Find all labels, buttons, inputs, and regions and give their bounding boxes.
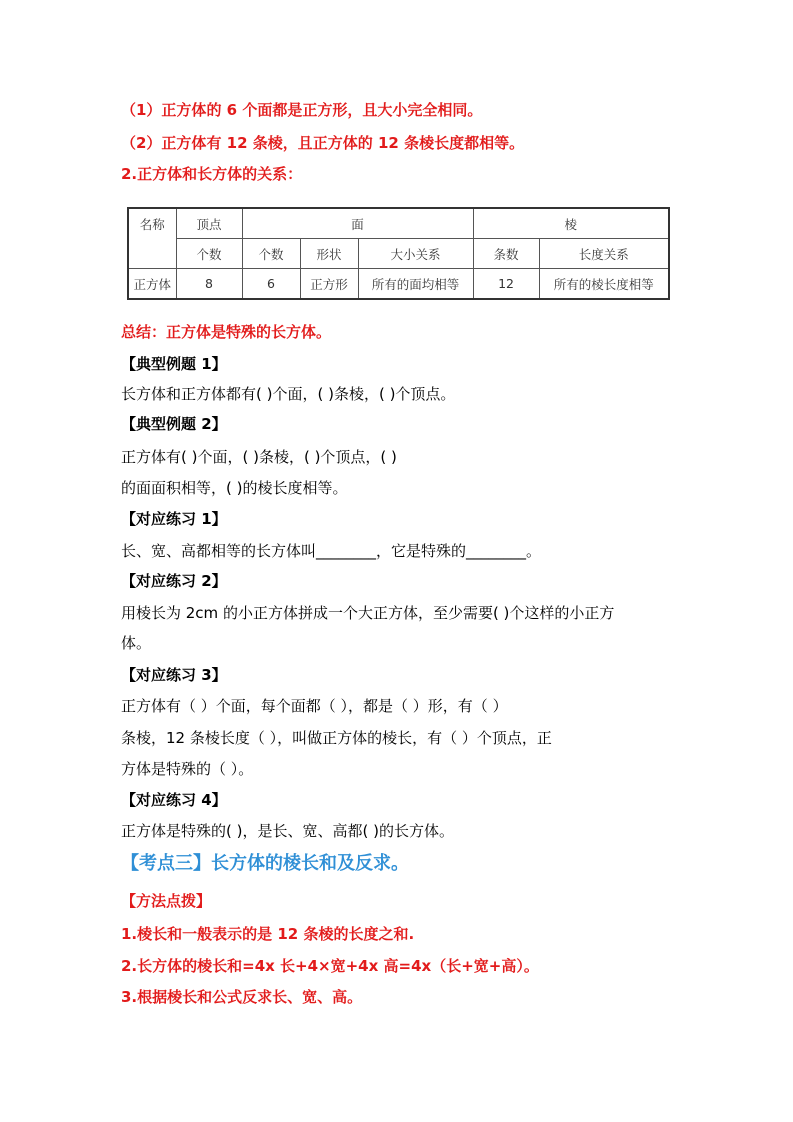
practice-1-title: 【对应练习 1】 (121, 510, 227, 528)
table-cell-edge-count: 12 (473, 269, 539, 300)
practice-4-body: 正方体是特殊的( )，是长、宽、高都( )的长方体。 (121, 822, 454, 840)
table-header-face: 面 (242, 208, 473, 239)
practice-3-body-line-3: 方体是特殊的（ ）。 (121, 760, 254, 778)
method-line-3: 3.根据棱长和公式反求长、宽、高。 (121, 988, 363, 1006)
table-header-name: 名称 (128, 208, 176, 269)
method-line-1: 1.棱长和一般表示的是 12 条棱的长度之和. (121, 925, 415, 943)
table-sub-edge-length: 长度关系 (539, 239, 669, 269)
table-sub-face-size: 大小关系 (358, 239, 473, 269)
method-title: 【方法点拨】 (121, 892, 212, 910)
relation-heading: 2.正方体和长方体的关系： (121, 165, 303, 183)
practice-2-title: 【对应练习 2】 (121, 572, 227, 590)
example-2-title: 【典型例题 2】 (121, 415, 227, 433)
table-cell-face-size: 所有的面均相等 (358, 269, 473, 300)
practice-2-body-line-1: 用棱长为 2cm 的小正方体拼成一个大正方体，至少需要( )个这样的小正方 (121, 604, 615, 622)
table-sub-vertex-count: 个数 (176, 239, 242, 269)
example-2-body-line-1: 正方体有( )个面，( )条棱，( )个顶点，( ) (121, 448, 397, 466)
table-cell-name: 正方体 (128, 269, 176, 300)
method-line-2: 2.长方体的棱长和=4x 长+4×宽+4x 高=4x（长+宽+高）。 (121, 957, 539, 975)
table-sub-face-shape: 形状 (300, 239, 358, 269)
table-cell-face-shape: 正方形 (300, 269, 358, 300)
table-row (128, 269, 669, 300)
property-line-2: （2）正方体有 12 条棱，且正方体的 12 条棱长度都相等。 (121, 134, 525, 152)
summary-line: 总结：正方体是特殊的长方体。 (121, 323, 332, 341)
practice-3-body-line-1: 正方体有（ ）个面，每个面都（ ），都是（ ）形，有（ ） (121, 697, 508, 715)
table-header-edge: 棱 (473, 208, 669, 239)
table-cell-face-count: 6 (242, 269, 300, 300)
section-heading: 【考点三】长方体的棱长和及反求。 (121, 853, 409, 874)
practice-4-title: 【对应练习 4】 (121, 791, 227, 809)
table-sub-face-count: 个数 (242, 239, 300, 269)
example-1-body: 长方体和正方体都有( )个面，( )条棱，( )个顶点。 (121, 385, 456, 403)
table-header-vertex: 顶点 (176, 208, 242, 239)
table-cell-edge-length: 所有的棱长度相等 (539, 269, 669, 300)
table-cell-vertex-count: 8 (176, 269, 242, 300)
table-sub-edge-count: 条数 (473, 239, 539, 269)
practice-1-body: 长、宽、高都相等的长方体叫________，它是特殊的________。 (121, 542, 542, 560)
example-2-body-line-2: 的面面积相等，( )的棱长度相等。 (121, 479, 348, 497)
practice-3-body-line-2: 条棱，12 条棱长度（ ），叫做正方体的棱长，有（ ）个顶点，正 (121, 729, 552, 747)
cube-property-table (127, 207, 670, 300)
practice-2-body-line-2: 体。 (121, 634, 152, 652)
property-line-1: （1）正方体的 6 个面都是正方形，且大小完全相同。 (121, 101, 483, 119)
example-1-title: 【典型例题 1】 (121, 355, 227, 373)
practice-3-title: 【对应练习 3】 (121, 666, 227, 684)
